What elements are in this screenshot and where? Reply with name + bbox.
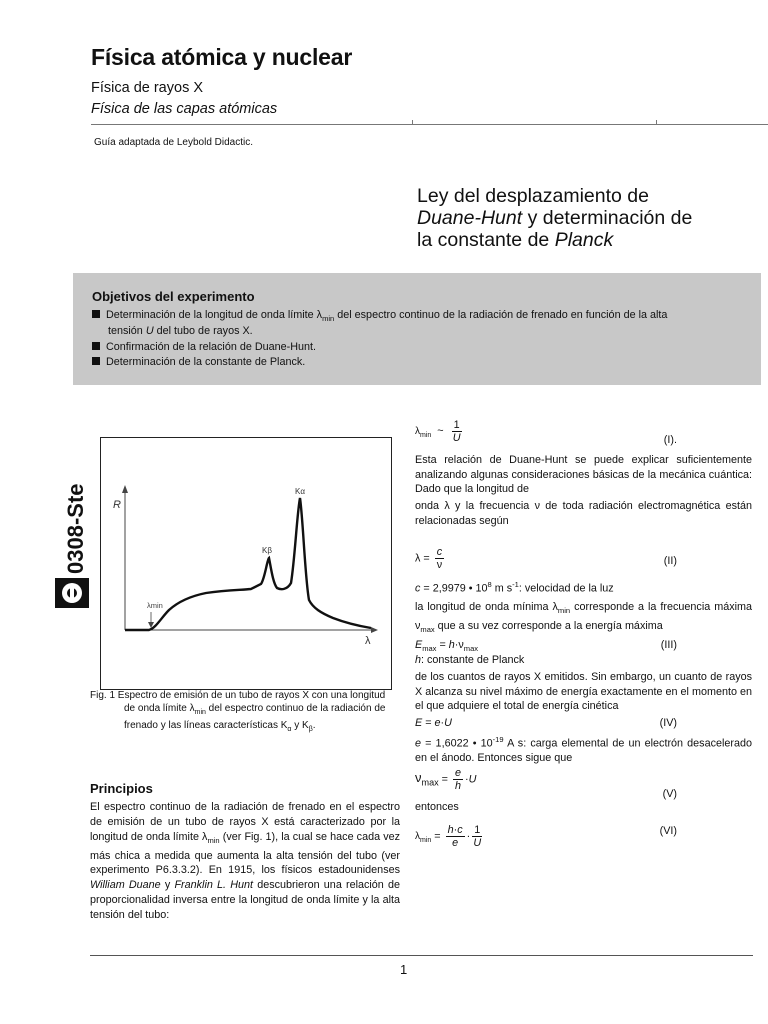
then-word: entonces (415, 801, 459, 813)
caption-line-2 (90, 702, 390, 719)
pc-sub2: max (420, 624, 435, 634)
equation-4: E = e·U (IV) (415, 717, 677, 729)
subtitle-xray: Física de rayos X (91, 80, 204, 96)
principles-heading: Principios (90, 781, 153, 796)
pc-text-3: que a su vez corresponde a la energía máxima (434, 619, 663, 632)
princ-sub: min (207, 835, 220, 845)
eq5-tag: (V) (662, 788, 677, 800)
document-title (417, 185, 757, 251)
caption-text-d: frenado y las líneas características K (124, 720, 288, 731)
princ-text-1: El espectro continuo de la radiación de frenado en el espectro de emisión de un tubo de rayos X está caracterizado por la longitud de onda límite λ (90, 801, 400, 843)
equation-3: $E_{max} = h\cdot\nu_{max}$ (III) (415, 639, 677, 654)
title-line-3 (417, 229, 757, 251)
pc-sub: min (557, 606, 571, 616)
electron-charge-line: e = 1,6022 • $10^{-19}$ A s: carga elemental de un electrón desacelerado en el ánodo. Entonces sigue que (415, 735, 752, 765)
obj3-text: Determinación de la constante de Planck. (106, 356, 306, 368)
c-exp2: -1 (512, 580, 519, 589)
princ-text-4: y (160, 879, 175, 892)
caption-line-1: Fig. 1 Espectro de emisión de un tubo de rayos X con una longitud (90, 690, 386, 701)
side-logo (53, 482, 91, 610)
rc-paragraph-c (415, 600, 752, 638)
c-text-c: : velocidad de la luz (518, 582, 614, 595)
spectrum-figure (100, 437, 392, 690)
subtitle-atomic-shells: Física de las capas atómicas (91, 101, 278, 117)
obj1-sub: min (322, 314, 335, 324)
title-line-2 (417, 207, 757, 229)
rc-paragraph-a: Esta relación de Duane-Hunt se puede explicar suficientemente analizando algunas consideraciones básicas de la mecánica cuántica: Dado que la longitud de (415, 454, 752, 496)
rc-paragraph-d: de los cuantos de rayos X emitidos. Sin embargo, un cuanto de rayos X alcanza su nivel máximo de energía exactamente en el momento en el que adquiere el total de energía cinética (415, 671, 752, 713)
header-rule (91, 124, 768, 125)
eq3-tag: (III) (660, 639, 677, 651)
obj1-u: U (145, 325, 154, 338)
eq1-tag: (I). (663, 434, 677, 446)
eq6-tag: (VI) (659, 825, 677, 837)
princ-duane: William Duane (90, 879, 161, 892)
bullet-square-icon (92, 310, 100, 318)
title-line-2-rest: y determinación de (522, 207, 693, 229)
objective-item-1 (92, 309, 722, 338)
caption-text-c: del espectro continuo de la radiación de (205, 703, 386, 714)
h-text: : constante de Planck (421, 654, 525, 666)
caption-ka: α (287, 726, 292, 733)
eq4-tag: (IV) (659, 717, 677, 729)
equation-5: $\nu_{max}$ = $\frac{e}{h}$ ·U (V) (415, 767, 677, 800)
planck-constant-line: h: constante de Planck (415, 654, 525, 666)
obj1-text-c: tensión (108, 325, 146, 338)
caption-line-3 (90, 719, 390, 736)
eq2-tag: (II) (663, 555, 677, 567)
equation-2: λ = $\frac{c}{\nu}$ (II) (415, 546, 677, 571)
pc-text-2: corresponde a la frecuencia máxima ν (415, 601, 752, 632)
e-exp: -19 (492, 735, 504, 744)
rc-paragraph-b: onda λ y la frecuencia ν de toda radiación electromagnética están relacionadas según (415, 500, 752, 527)
caption-text-f: . (312, 720, 316, 731)
title-duane-hunt: Duane-Hunt (417, 207, 523, 229)
objectives-heading: Objetivos del experimento (92, 289, 255, 304)
figure-caption (90, 689, 390, 736)
side-logo-graphic (53, 482, 91, 610)
page-number: 1 (400, 962, 408, 977)
obj1-continuation (92, 325, 722, 338)
x-axis-label: λ (365, 635, 371, 647)
equation-6: $\lambda_{min}$ = $\frac{h\cdot c}{e}$ · $\frac{1}{U}$ (VI) (415, 824, 677, 849)
title-line-1: Ley del desplazamiento de (417, 185, 649, 207)
rule-tick (656, 120, 657, 125)
y-axis-label: R (113, 499, 121, 511)
rule-tick (412, 120, 413, 125)
guide-note: Guía adaptada de Leybold Didactic. (94, 137, 253, 148)
bullet-square-icon (92, 357, 100, 365)
caption-sub: min (194, 709, 206, 716)
speed-of-light-line: c = 2,9979 • $10^8$ m $s^{-1}$: velocidad de la luz (415, 580, 614, 595)
e-text-a: = 1,6022 • 10 (421, 737, 493, 750)
c-text-a: = 2,9979 • 10 (420, 582, 488, 595)
lambda-min-label: λmin (147, 601, 163, 610)
equation-1: $\lambda_{min}$ ~ $\frac{1}{U}$ (I). (415, 419, 677, 446)
caption-text-e: y K (291, 720, 309, 731)
section-title: Física atómica y nuclear (91, 44, 353, 70)
spectrum-plot (101, 438, 391, 689)
side-label: 0308-Ste (63, 483, 88, 574)
title-planck: Planck (554, 229, 614, 251)
princ-hunt: Franklin L. Hunt (174, 879, 254, 892)
spectrum-curve (125, 498, 371, 630)
princ-text-2: (ver Fig. 1), la cual se hace cada vez más chica a medida que aumenta la alta tensión del tubo (ver experimento P6.3.3.2). En 1915, los físicos estadounidenses (90, 830, 401, 877)
objective-item-2 (92, 341, 722, 354)
k-alpha-label: Kα (295, 487, 305, 496)
obj1-text-d: del tubo de rayos X. (153, 325, 253, 338)
pc-text-1: la longitud de onda mínima λ (415, 601, 558, 613)
y-axis-arrow-icon (122, 485, 128, 493)
principles-paragraph (90, 800, 400, 923)
caption-text-b: de onda límite λ (124, 703, 195, 714)
e-text-b: A s: carga elemental de un electrón desacelerado en el ánodo. Entonces sigue que (415, 737, 752, 765)
obj2-text: Confirmación de la relación de Duane-Hunt. (106, 341, 317, 353)
obj1-text-b: del espectro continuo de la radiación de frenado en función de la alta (334, 309, 668, 321)
k-beta-label: Kβ (262, 546, 272, 555)
title-line-3-a: la constante de (417, 229, 555, 251)
c-exp: 8 (487, 580, 492, 589)
caption-kb: β (308, 726, 313, 733)
x-axis-arrow-icon (371, 627, 378, 633)
princ-text-6: descubrieron una relación de proporcionalidad inversa entre la longitud de onda límite y la alta tensión del tubo: (90, 879, 400, 921)
obj1-text-a: Determinación de la longitud de onda límite λ (106, 309, 323, 321)
c-text-b: m s (491, 582, 513, 595)
objective-item-3 (92, 356, 722, 369)
footer-rule (90, 955, 753, 956)
bullet-square-icon (92, 342, 100, 350)
